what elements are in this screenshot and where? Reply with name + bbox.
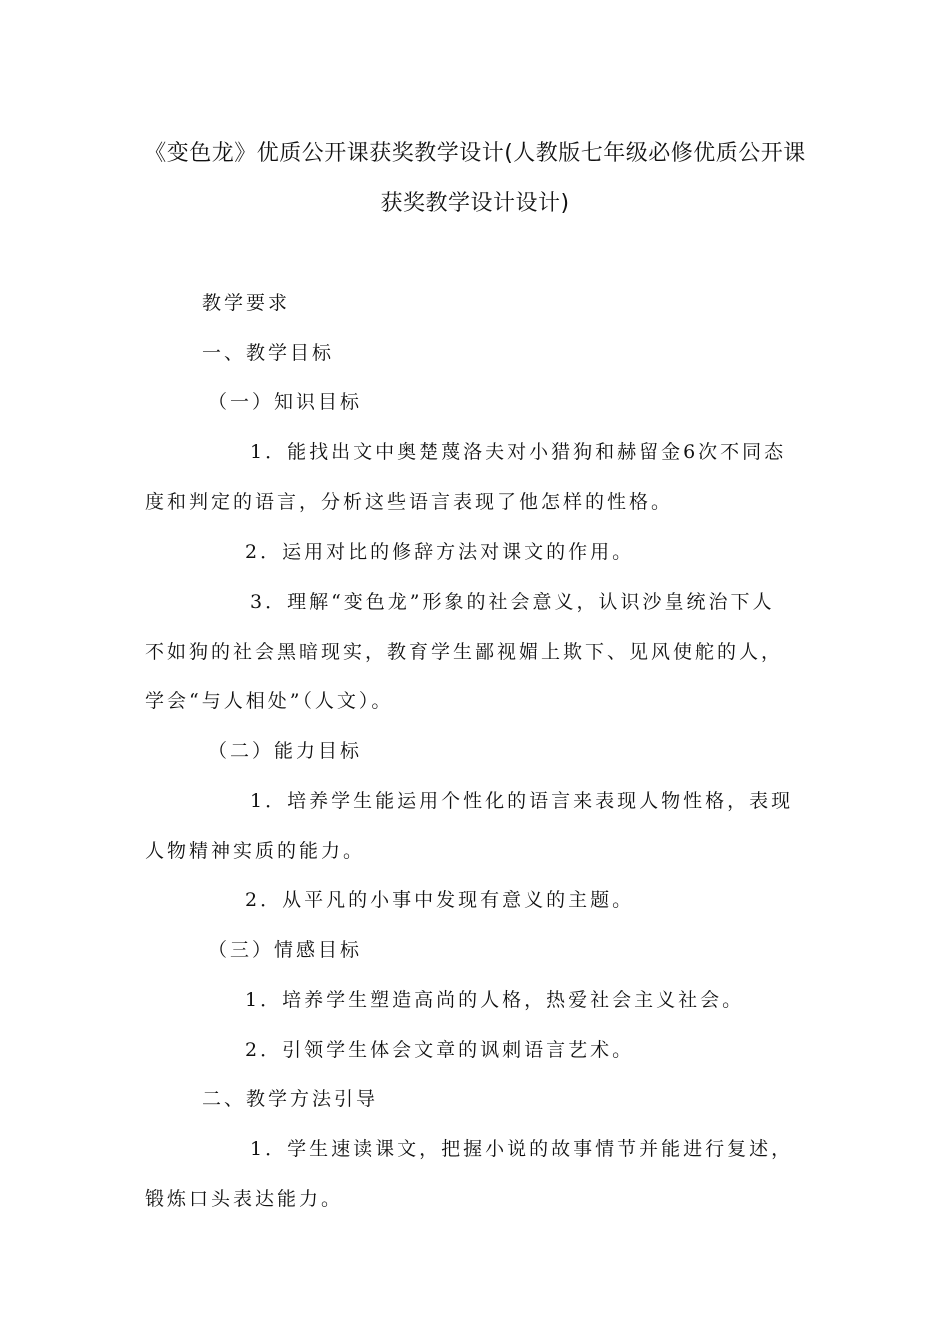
subsection-heading-emotion: （三）情感目标 [208,939,363,961]
paragraph-line: 2．运用对比的修辞方法对课文的作用。 [245,541,635,563]
document-title-line-1: 《变色龙》优质公开课获奖教学设计(人教版七年级必修优质公开课 [144,141,806,166]
paragraph-line: 学会“与人相处”（人文）。 [145,690,394,712]
paragraph-line: 2．从平凡的小事中发现有意义的主题。 [245,889,635,911]
paragraph-line: 度和判定的语言，分析这些语言表现了他怎样的性格。 [145,491,674,513]
subsection-heading-knowledge: （一）知识目标 [208,391,363,413]
paragraph-line: 1．培养学生能运用个性化的语言来表现人物性格，表现 [250,790,794,812]
paragraph-line: 1．培养学生塑造高尚的人格，热爱社会主义社会。 [245,989,745,1011]
subsection-heading-ability: （二）能力目标 [208,740,363,762]
paragraph-line: 1．学生速读课文，把握小说的故事情节并能进行复述， [250,1138,794,1160]
paragraph-line: 人物精神实质的能力。 [145,840,366,862]
heading-teaching-requirements: 教学要求 [202,292,291,314]
paragraph-line: 2．引领学生体会文章的讽刺语言艺术。 [245,1039,635,1061]
paragraph-line: 不如狗的社会黑暗现实，教育学生鄙视媚上欺下、见风使舵的人， [145,641,784,663]
paragraph-line: 1．能找出文中奥楚蔑洛夫对小猎狗和赫留金6次不同态 [250,441,787,463]
document-title-line-2: 获奖教学设计设计) [380,191,570,216]
paragraph-line: 3．理解“变色龙”形象的社会意义，认识沙皇统治下人 [250,591,775,613]
section-heading-teaching-methods: 二、教学方法引导 [202,1088,379,1110]
paragraph-line: 锻炼口头表达能力。 [145,1188,344,1210]
section-heading-teaching-objectives: 一、教学目标 [202,342,335,364]
